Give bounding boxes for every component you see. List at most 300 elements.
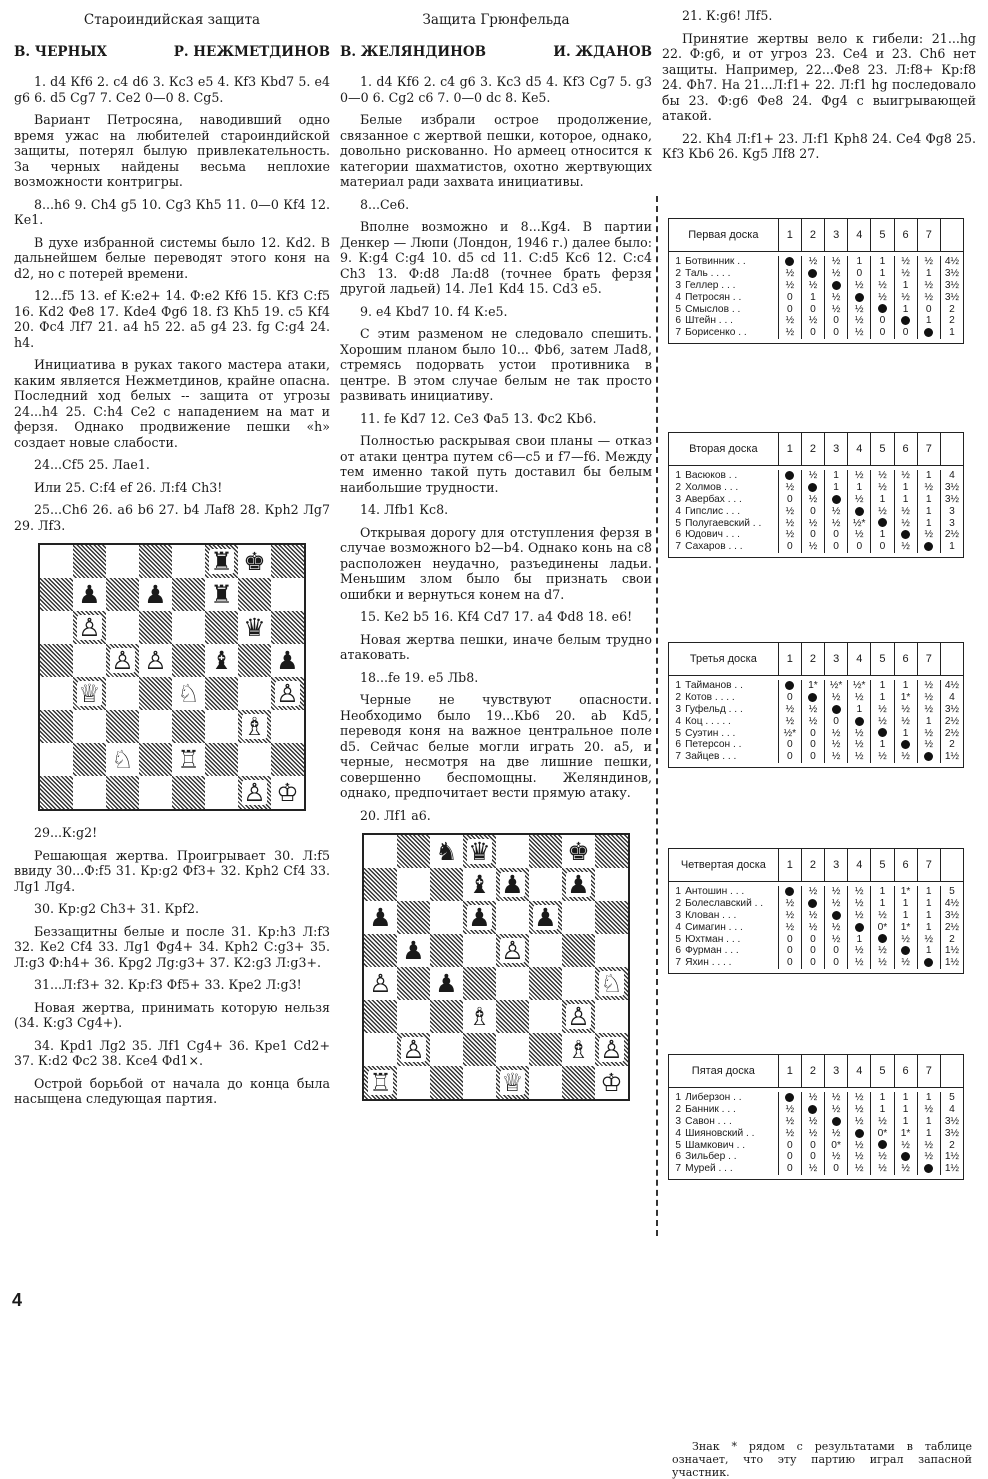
white-player: В. ЧЕРНЫХ [14,44,108,60]
rank-number: 4 [669,1127,684,1139]
game-result: ½ [917,727,940,739]
board-square [397,934,430,967]
game-result: ½ [801,256,824,268]
board-square [364,967,397,1000]
dot-icon [785,887,794,896]
game-result: 0 [801,933,824,945]
game-result: 0 [778,1163,801,1175]
board-square [364,1000,397,1033]
column-header: 6 [894,433,917,466]
game-result: 1* [894,692,917,704]
rank-number: 4 [669,291,684,303]
game-result: ½ [848,886,871,898]
table-block-3 [658,642,964,768]
board-square [106,644,139,677]
total-score: 1½ [940,1163,963,1175]
board-square [364,835,397,868]
dot-icon [832,281,841,290]
game-result: 0 [801,1139,824,1151]
column-header: 4 [848,433,871,466]
dot-icon [878,304,887,313]
board-square [172,644,205,677]
game-result: ½ [871,1151,894,1163]
column-header: 3 [825,849,848,882]
board-square [595,1033,628,1066]
standings-table-board-2 [668,432,964,558]
player-name: Юхтман . . . [683,933,778,945]
game-result: ½* [848,680,871,692]
rank-number: 7 [669,1163,684,1175]
table-row [669,327,964,339]
rank-number: 1 [669,256,684,268]
board-square [106,611,139,644]
dot-icon [924,328,933,337]
rank-number: 3 [669,494,684,506]
commentary: Острой борьбой от начала до конца была насыщена следующая партия. [14,1075,330,1106]
column-header: 3 [825,1055,848,1088]
game-result: 0 [894,327,917,339]
table-row [669,315,964,327]
game-result: ½ [825,505,848,517]
game-result: 0 [801,739,824,751]
column-header: 3 [825,433,848,466]
table-title: Пятая доска [669,1055,779,1088]
commentary: Вполне возможно и 8...Кg4. В партии Денкер — Люпи (Лондон, 1946 г.) далее было: 9. К:g4 С:g4 10. d5 cd 11. С:d5 Кc6 12. С:c4 Сh3 13. Ф:d8 Лa:d8 (точнее брать ферзя другой ладьей) 14. Лe1 Кd4 15. Сd3 e5. [340,219,652,296]
game-result: 1 [894,482,917,494]
table-row [669,898,964,910]
column-header: 2 [801,849,824,882]
board-square [496,901,529,934]
game-result: ½ [778,1116,801,1128]
game-result: 1 [917,715,940,727]
game-result: 0 [778,541,801,553]
player-name: Фурман . . . [683,945,778,957]
self-cell-dot [917,327,940,339]
game-result: 1 [894,280,917,292]
player-name: Геллер . . . [683,280,778,292]
board-square [529,835,562,868]
table-row [669,910,964,922]
chess-piece-icon: ♗ [243,712,266,741]
game-result: 0* [871,921,894,933]
game-result: ½ [801,1127,824,1139]
board-square [271,710,304,743]
game-result: ½ [917,482,940,494]
dot-icon [808,899,817,908]
table-row [669,494,964,506]
moves: 15. Кe2 b5 16. Кf4 Сd7 17. a4 Фd8 18. e6! [360,609,633,624]
table-row [669,945,964,957]
table-row [669,1163,964,1175]
self-cell-dot [778,470,801,482]
game-result: ½ [894,541,917,553]
table-row [669,727,964,739]
board-square [172,710,205,743]
self-cell-dot [778,886,801,898]
rank-number: 6 [669,529,684,541]
board-square [430,934,463,967]
table-row [669,1139,964,1151]
table-block-4 [658,848,964,974]
self-cell-dot [871,1139,894,1151]
game-result: ½ [871,1163,894,1175]
dot-icon [878,934,887,943]
board-square [205,677,238,710]
game-result: 1 [917,315,940,327]
column-header: 2 [801,1055,824,1088]
player-name: Антошин . . . [683,886,778,898]
column-header: 1 [778,643,801,676]
player-name: Суэтин . . . [683,727,778,739]
total-score: 2 [940,1139,963,1151]
game-result: 1 [871,494,894,506]
total-score: 1½ [940,945,963,957]
game-result: ½ [894,715,917,727]
game-result: ½ [848,280,871,292]
self-cell-dot [871,933,894,945]
table-row [669,933,964,945]
chess-piece-icon: ♝ [468,870,491,899]
board-square [172,611,205,644]
board-square [238,578,271,611]
game-result: 0 [801,751,824,763]
table-row [669,470,964,482]
board-square [73,743,106,776]
game-result: 1 [894,303,917,315]
moves: 31...Л:f3+ 32. Кр:f3 Фf5+ 33. Крe2 Л:g3! [34,977,302,992]
game-result: 0* [825,1139,848,1151]
game-result: ½ [778,921,801,933]
board-square [73,776,106,809]
game-result: ½ [871,704,894,716]
moves: 1. d4 Кf6 2. c4 d6 3. Кc3 e5 4. Кf3 Кbd7 5. e4 g6 6. d5 Сg7 7. Сe2 0—0 8. Сg5. [14,74,330,105]
total-score: 2 [940,303,963,315]
game-result: 0 [825,957,848,969]
rank-number: 1 [669,680,684,692]
game-result: 1 [871,529,894,541]
players-header [14,44,330,60]
dot-icon [901,530,910,539]
board-square [139,545,172,578]
table-row [669,268,964,280]
total-score: 3 [940,517,963,529]
game-result: 0 [801,327,824,339]
game-result: ½ [894,517,917,529]
board-square [139,743,172,776]
rank-number: 6 [669,1151,684,1163]
game-result: 1 [848,256,871,268]
board-square [205,611,238,644]
game-result: ½ [778,1127,801,1139]
total-score: 2½ [940,715,963,727]
self-cell-dot [801,482,824,494]
standings-table-board-1 [668,218,964,344]
board-square [139,611,172,644]
board-square [238,677,271,710]
game-result: ½ [801,1116,824,1128]
chess-piece-icon: ♟ [78,580,101,609]
moves: 1. d4 Кf6 2. c4 g6 3. Кc3 d5 4. Кf3 Сg7 5. g3 0—0 6. Сg2 c6 7. 0—0 dc 8. Кe5. [340,74,652,105]
player-name: Петерсон . . [683,739,778,751]
board-square [73,677,106,710]
board-square [139,776,172,809]
game-result: ½ [778,715,801,727]
chess-piece-icon: ♟ [567,870,590,899]
self-cell-dot [848,1127,871,1139]
board-square [139,578,172,611]
rank-number: 2 [669,482,684,494]
total-score: 1½ [940,957,963,969]
game-result: 0 [825,1163,848,1175]
total-score: 3½ [940,268,963,280]
self-cell-dot [894,1151,917,1163]
column-header [940,219,963,252]
rank-number: 2 [669,898,684,910]
self-cell-dot [848,505,871,517]
moves: 14. Лfb1 Кc8. [360,502,449,517]
game-result: ½ [825,898,848,910]
column-header: 5 [871,849,894,882]
game-result: ½ [848,739,871,751]
board-square [463,1033,496,1066]
rank-number: 7 [669,751,684,763]
self-cell-dot [917,1163,940,1175]
column-header: 1 [778,433,801,466]
self-cell-dot [848,291,871,303]
dot-icon [855,923,864,932]
total-score: 1½ [940,1151,963,1163]
board-square [172,776,205,809]
board-square [364,1066,397,1099]
moves: 30. Кр:g2 Сh3+ 31. Крf2. [34,901,199,916]
player-name: Яхин . . . . [683,957,778,969]
board-square [40,611,73,644]
board-square [73,545,106,578]
game-result: 1* [894,921,917,933]
board-square [496,868,529,901]
player-name: Полугаевский . . [683,517,778,529]
game-result: 0 [778,739,801,751]
column-3 [662,8,976,169]
column-header: 5 [871,1055,894,1088]
game-result: ½ [778,315,801,327]
game-result: 1 [871,1092,894,1104]
board-square [397,1033,430,1066]
game-result: ½ [848,945,871,957]
chess-piece-icon: ♟ [468,903,491,932]
dot-icon [808,483,817,492]
game-result: 0* [871,1127,894,1139]
board-square [397,967,430,1000]
game-result: ½ [825,921,848,933]
game-result: ½ [825,268,848,280]
board-square [496,1000,529,1033]
table-row [669,517,964,529]
game-result: 1* [894,886,917,898]
moves: 34. Крd1 Лg2 35. Лf1 Сg4+ 36. Крe1 Сd2+ 37. К:d2 Фc2 38. Кce4 Фd1×. [14,1037,330,1068]
game-result: ½ [917,680,940,692]
game-result: 1 [871,256,894,268]
table-row [669,692,964,704]
board-square [529,868,562,901]
self-cell-dot [825,1116,848,1128]
game-result: ½ [825,933,848,945]
table-row [669,751,964,763]
player-name: Смыслов . . [683,303,778,315]
game-result: 0 [801,1151,824,1163]
game-result: ½ [778,268,801,280]
game-result: ½ [894,1139,917,1151]
board-square [430,967,463,1000]
table-title: Третья доска [669,643,779,676]
game-result: ½ [801,886,824,898]
rank-number: 3 [669,910,684,922]
total-score: 2 [940,739,963,751]
table-header-row [669,849,964,882]
dot-icon [855,507,864,516]
total-score: 3½ [940,704,963,716]
game-result: 0 [778,692,801,704]
game-result: 1 [917,470,940,482]
game-result: 1 [894,898,917,910]
table-row [669,1092,964,1104]
game-result: ½ [917,1104,940,1116]
game-result: ½ [917,739,940,751]
game-result: ½ [871,280,894,292]
board-square [397,835,430,868]
player-name: Гуфельд . . . [683,704,778,716]
column-header [940,849,963,882]
table-row [669,541,964,553]
dot-icon [924,1164,933,1173]
dot-icon [901,740,910,749]
board-square [238,545,271,578]
moves: 22. Кh4 Л:f1+ 23. Л:f1 Крh8 24. Сe4 Фg8 25. Кf3 Кb6 26. Кg5 Лf8 27. [662,130,976,161]
table-row [669,921,964,933]
game-result: ½ [848,1139,871,1151]
dot-icon [832,495,841,504]
total-score: 2½ [940,921,963,933]
board-square [205,545,238,578]
table-row [669,704,964,716]
total-score: 5 [940,1092,963,1104]
game-result: 0 [778,303,801,315]
table-row [669,291,964,303]
game-result: 1 [894,1092,917,1104]
rank-number: 6 [669,315,684,327]
game-result: ½ [825,1127,848,1139]
chess-piece-icon: ♜ [210,580,233,609]
board-square [172,677,205,710]
game-result: 0 [801,529,824,541]
self-cell-dot [848,715,871,727]
game-result: 1 [917,505,940,517]
standings-table-board-3 [668,642,964,768]
board-square [238,743,271,776]
game-result: 1 [917,1116,940,1128]
board-square [106,743,139,776]
game-result: 0 [778,957,801,969]
board-square [595,901,628,934]
chess-piece-icon: ♘ [111,745,134,774]
moves: 24...Сf5 25. Лae1. [34,457,150,472]
game-result: ½ [871,482,894,494]
game-result: 0 [871,327,894,339]
board-square [172,743,205,776]
game-result: 0 [825,529,848,541]
total-score: 3½ [940,280,963,292]
player-name: Борисенко . . [683,327,778,339]
table-row [669,1151,964,1163]
player-name: Банник . . . [683,1104,778,1116]
chess-piece-icon: ♟ [534,903,557,932]
total-score: 2 [940,933,963,945]
game-result: ½ [778,505,801,517]
game-result: 0 [825,715,848,727]
table-row [669,1127,964,1139]
self-cell-dot [778,1092,801,1104]
player-name: Либерзон . . [683,1092,778,1104]
chess-piece-icon: ♗ [468,1002,491,1031]
moves: 11. fe Кd7 12. Сe3 Фa5 13. Фc2 Кb6. [360,410,597,426]
total-score: 3½ [940,1127,963,1139]
chess-piece-icon: ♙ [369,969,392,998]
player-name: Петросян . . [683,291,778,303]
game-result: 0 [871,315,894,327]
chess-piece-icon: ♙ [144,646,167,675]
rank-number: 7 [669,541,684,553]
total-score: 4 [940,1104,963,1116]
self-cell-dot [871,727,894,739]
game-result: 1 [894,680,917,692]
table-header-row [669,1055,964,1088]
game-result: ½ [825,727,848,739]
commentary: Черные не чувствуют опасности. Необходимо было 19...Кb6 20. ab Кd5, переводя коня на важное центральное поле d5. Сейчас белые могли играть 20. a5, и черные, несмотря на две лишние пешки, совершенно беспомощны. Желяндинов, однако, предпочитает вести прямую атаку. [340,692,652,800]
game-result: ½* [825,680,848,692]
game-result: ½ [848,494,871,506]
game-result: ½ [825,303,848,315]
moves: 12...f5 13. ef К:e2+ 14. Ф:e2 Кf6 15. Кf3 С:f5 16. Кd2 Фe8 17. Кde4 Фg6 18. f3 Кh5 19. c5 Кf4 20. Фc4 Лf7 21. a4 h5 22. a5 g4 23. fg С:g4 24. h4. [14,288,330,350]
board-square [271,578,304,611]
chess-piece-icon: ♙ [600,1035,623,1064]
dot-icon [924,958,933,967]
chess-piece-icon: ♔ [600,1068,623,1097]
board-square [595,967,628,1000]
table-row [669,957,964,969]
column-header [940,1055,963,1088]
total-score: 4 [940,692,963,704]
game-result: ½ [871,957,894,969]
rank-number: 4 [669,505,684,517]
moves: 21. К:g6! Лf5. [682,8,773,23]
game-result: ½ [871,291,894,303]
total-score: 3½ [940,1116,963,1128]
game-result: 1 [848,482,871,494]
chess-piece-icon: ♟ [144,580,167,609]
game-result: 1 [871,886,894,898]
column-header: 6 [894,1055,917,1088]
column-header: 3 [825,643,848,676]
self-cell-dot [825,280,848,292]
game-result: 0 [778,945,801,957]
game-result: ½ [917,704,940,716]
board-square [238,710,271,743]
game-result: 0 [848,268,871,280]
board-square [40,545,73,578]
rank-number: 1 [669,886,684,898]
column-header: 4 [848,1055,871,1088]
commentary: Инициатива в руках такого мастера атаки, каким является Нежметдинов, крайне опасна. Последний ход белых -- защита от угрозы 24...h4 25. С:h4 Сe2 с нападением на мат и ферзя. Однако продвижение пешки «h» создает новые слабости. [14,357,330,450]
